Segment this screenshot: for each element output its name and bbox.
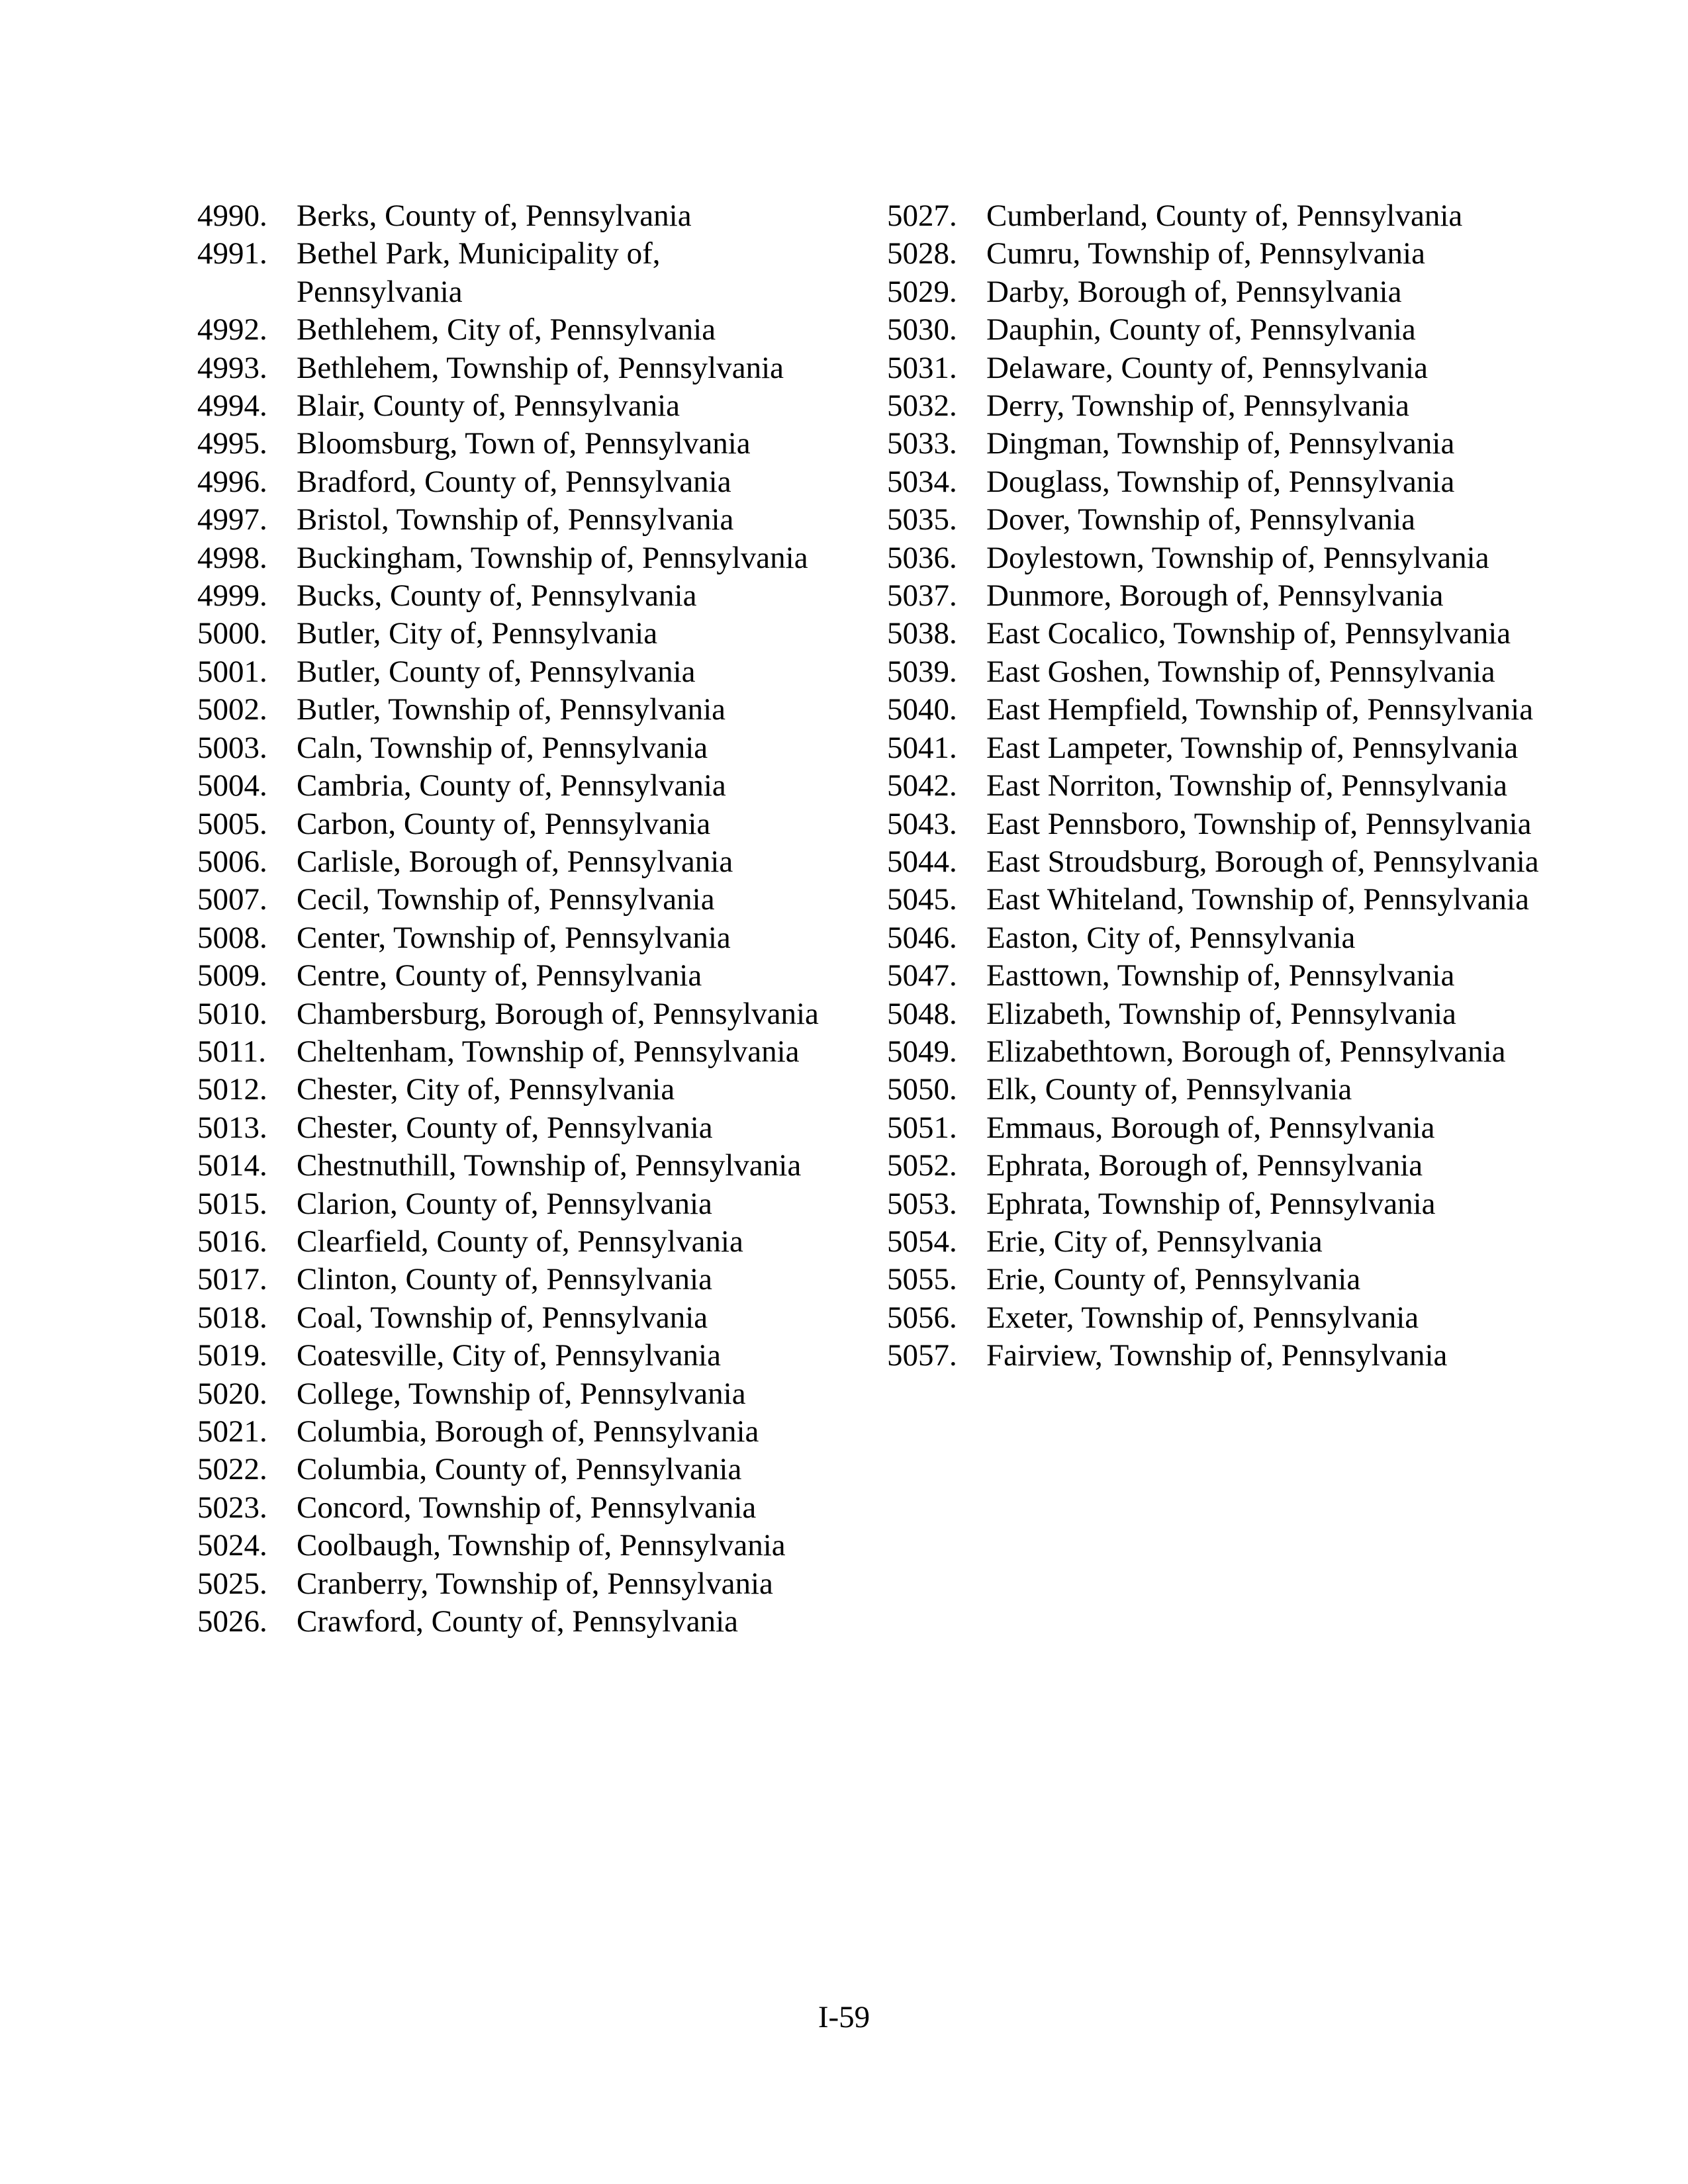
entry-name: Crawford, County of, Pennsylvania (297, 1604, 739, 1639)
entry-number: 5015. (197, 1186, 267, 1221)
entry-number: 4995. (197, 426, 267, 461)
entry-number: 5009. (197, 958, 267, 993)
list-item (197, 1033, 833, 1071)
list-item (197, 1489, 833, 1527)
entry-number: 4996. (197, 464, 267, 499)
entry-number: 5046. (887, 920, 957, 955)
entry-name: Derry, Township of, Pennsylvania (986, 388, 1409, 424)
list-item (197, 539, 833, 577)
list-item (887, 615, 1542, 653)
entry-name: Elk, County of, Pennsylvania (986, 1072, 1352, 1107)
entry-name: Chester, City of, Pennsylvania (297, 1072, 675, 1107)
entry-name: Erie, City of, Pennsylvania (986, 1224, 1323, 1259)
entry-number: 4998. (197, 540, 267, 575)
entry-name: Bloomsburg, Town of, Pennsylvania (297, 426, 751, 461)
entry-number: 5051. (887, 1110, 957, 1145)
entry-number: 5011. (197, 1034, 267, 1069)
entry-number: 4990. (197, 199, 267, 233)
entry-number: 5040. (887, 692, 957, 727)
entry-name: Concord, Township of, Pennsylvania (297, 1490, 757, 1525)
entry-number: 4993. (197, 350, 267, 385)
entry-number: 5054. (887, 1224, 957, 1259)
list-item (197, 387, 833, 425)
entry-name: East Norriton, Township of, Pennsylvania (986, 768, 1507, 803)
list-item (887, 197, 1542, 235)
list-item (887, 1033, 1542, 1071)
entry-name: Chestnuthill, Township of, Pennsylvania (297, 1148, 802, 1183)
entry-name: Easton, City of, Pennsylvania (986, 920, 1356, 955)
list-item (887, 539, 1542, 577)
entry-number: 5047. (887, 958, 957, 993)
entry-name: College, Township of, Pennsylvania (297, 1376, 746, 1411)
entry-number: 5019. (197, 1338, 267, 1373)
entry-name: Buckingham, Township of, Pennsylvania (297, 540, 808, 575)
entry-name: East Pennsboro, Township of, Pennsylvania (986, 806, 1532, 841)
entry-name: Bethlehem, Township of, Pennsylvania (297, 350, 784, 385)
entry-name: Caln, Township of, Pennsylvania (297, 730, 708, 765)
entry-name: Bucks, County of, Pennsylvania (297, 578, 697, 614)
entry-number: 5026. (197, 1604, 267, 1639)
entry-name: Butler, City of, Pennsylvania (297, 616, 658, 651)
list-item (887, 349, 1542, 387)
list-item (887, 1147, 1542, 1185)
entry-number: 5039. (887, 654, 957, 689)
entry-number: 5020. (197, 1376, 267, 1411)
entry-number: 5032. (887, 388, 957, 424)
entry-number: 5021. (197, 1414, 267, 1449)
list-item (197, 691, 833, 729)
list-item (197, 1185, 833, 1223)
list-item (197, 881, 833, 919)
list-item (887, 653, 1542, 691)
entry-name: East Lampeter, Township of, Pennsylvania (986, 730, 1519, 765)
entry-number: 5029. (887, 274, 957, 309)
list-item (887, 1261, 1542, 1298)
entry-name: Elizabethtown, Borough of, Pennsylvania (986, 1034, 1506, 1069)
list-item (887, 311, 1542, 349)
list-item (197, 805, 833, 843)
entry-number: 5045. (887, 882, 957, 917)
entry-name: Coal, Township of, Pennsylvania (297, 1300, 708, 1335)
entry-number: 5003. (197, 730, 267, 765)
entry-number: 5034. (887, 464, 957, 499)
list-item (197, 1527, 833, 1565)
list-item (197, 311, 833, 349)
entry-name: East Whiteland, Township of, Pennsylvania (986, 882, 1529, 917)
entry-number: 5042. (887, 768, 957, 803)
list-item (887, 919, 1542, 957)
entry-number: 4991. (197, 236, 267, 271)
entry-name: Cranberry, Township of, Pennsylvania (297, 1566, 773, 1601)
entry-number: 5025. (197, 1566, 267, 1601)
list-item (197, 995, 833, 1033)
entry-name: Fairview, Township of, Pennsylvania (986, 1338, 1448, 1373)
entry-number: 5030. (887, 312, 957, 347)
entry-number: 5005. (197, 806, 267, 841)
entry-number: 5000. (197, 616, 267, 651)
list-item (887, 1109, 1542, 1147)
list-item (887, 881, 1542, 919)
entry-name: Carlisle, Borough of, Pennsylvania (297, 844, 733, 879)
right-column (887, 197, 1542, 1375)
entry-name: Center, Township of, Pennsylvania (297, 920, 731, 955)
entry-number: 5023. (197, 1490, 267, 1525)
entry-number: 5008. (197, 920, 267, 955)
entry-number: 4997. (197, 502, 267, 537)
entry-name: Berks, County of, Pennsylvania (297, 199, 692, 233)
list-item (887, 1071, 1542, 1109)
entry-number: 5016. (197, 1224, 267, 1259)
list-item (197, 1413, 833, 1451)
entry-name: Darby, Borough of, Pennsylvania (986, 274, 1402, 309)
list-item (197, 1299, 833, 1337)
entry-name: Coatesville, City of, Pennsylvania (297, 1338, 721, 1373)
entry-number: 5044. (887, 844, 957, 879)
entry-number: 5050. (887, 1072, 957, 1107)
entry-name: Carbon, County of, Pennsylvania (297, 806, 711, 841)
entry-name: Dunmore, Borough of, Pennsylvania (986, 578, 1444, 614)
list-item (197, 197, 833, 235)
list-item (887, 957, 1542, 995)
entry-number: 5012. (197, 1072, 267, 1107)
entry-name: Exeter, Township of, Pennsylvania (986, 1300, 1419, 1335)
list-item (887, 577, 1542, 615)
entry-number: 5053. (887, 1186, 957, 1221)
entry-name: Dover, Township of, Pennsylvania (986, 502, 1415, 537)
list-item (197, 1261, 833, 1298)
entry-name: Cambria, County of, Pennsylvania (297, 768, 726, 803)
entry-number: 5048. (887, 996, 957, 1031)
entry-number: 5028. (887, 236, 957, 271)
list-item (887, 805, 1542, 843)
entry-number: 5007. (197, 882, 267, 917)
list-item (887, 235, 1542, 273)
entry-number: 4999. (197, 578, 267, 614)
entry-name: Butler, County of, Pennsylvania (297, 654, 696, 689)
entry-name: East Cocalico, Township of, Pennsylvania (986, 616, 1511, 651)
list-item (197, 1109, 833, 1147)
entry-name: East Hempfield, Township of, Pennsylvania (986, 692, 1534, 727)
list-item (197, 349, 833, 387)
entry-number: 4994. (197, 388, 267, 424)
list-item (887, 463, 1542, 501)
list-item (197, 1337, 833, 1375)
entry-name: Chambersburg, Borough of, Pennsylvania (297, 996, 819, 1031)
list-item (197, 501, 833, 539)
entry-name: Bristol, Township of, Pennsylvania (297, 502, 734, 537)
list-item (887, 1299, 1542, 1337)
entry-number: 5018. (197, 1300, 267, 1335)
entry-name: Butler, Township of, Pennsylvania (297, 692, 726, 727)
list-item (197, 729, 833, 767)
list-item (887, 1223, 1542, 1261)
entry-name: Cumberland, County of, Pennsylvania (986, 199, 1463, 233)
entry-number: 5056. (887, 1300, 957, 1335)
entry-name: Clearfield, County of, Pennsylvania (297, 1224, 743, 1259)
list-item (197, 1375, 833, 1413)
entry-number: 5010. (197, 996, 267, 1031)
list-item (197, 843, 833, 881)
entry-name: Clinton, County of, Pennsylvania (297, 1262, 712, 1297)
entry-name: Easttown, Township of, Pennsylvania (986, 958, 1455, 993)
page-number: I-59 (818, 2000, 870, 2034)
entry-number: 4992. (197, 312, 267, 347)
list-item (887, 843, 1542, 881)
entry-name: Columbia, Borough of, Pennsylvania (297, 1414, 759, 1449)
entry-number: 5031. (887, 350, 957, 385)
list-item (197, 1603, 833, 1641)
entry-number: 5033. (887, 426, 957, 461)
entry-name: Centre, County of, Pennsylvania (297, 958, 702, 993)
list-item (197, 1451, 833, 1488)
entry-number: 5024. (197, 1528, 267, 1563)
entry-number: 5006. (197, 844, 267, 879)
entry-number: 5035. (887, 502, 957, 537)
entry-name: East Stroudsburg, Borough of, Pennsylvania (986, 844, 1539, 879)
entry-name: Ephrata, Borough of, Pennsylvania (986, 1148, 1423, 1183)
entry-number: 5036. (887, 540, 957, 575)
entry-number: 5057. (887, 1338, 957, 1373)
list-item (197, 653, 833, 691)
entry-number: 5017. (197, 1262, 267, 1297)
entry-name: Cumru, Township of, Pennsylvania (986, 236, 1425, 271)
entry-name: Erie, County of, Pennsylvania (986, 1262, 1361, 1297)
entry-name: Clarion, County of, Pennsylvania (297, 1186, 712, 1221)
entry-name: Chester, County of, Pennsylvania (297, 1110, 713, 1145)
list-item (887, 729, 1542, 767)
entry-number: 5014. (197, 1148, 267, 1183)
list-item (887, 273, 1542, 311)
entry-name: Douglass, Township of, Pennsylvania (986, 464, 1455, 499)
entry-number: 5055. (887, 1262, 957, 1297)
entry-name: Bethlehem, City of, Pennsylvania (297, 312, 716, 347)
entry-name: Cecil, Township of, Pennsylvania (297, 882, 715, 917)
entry-name: Columbia, County of, Pennsylvania (297, 1452, 742, 1487)
entry-number: 5013. (197, 1110, 267, 1145)
list-item (887, 1185, 1542, 1223)
list-item (197, 1071, 833, 1109)
list-item (197, 919, 833, 957)
entry-number: 5002. (197, 692, 267, 727)
entry-name: Ephrata, Township of, Pennsylvania (986, 1186, 1436, 1221)
entry-name: Dauphin, County of, Pennsylvania (986, 312, 1416, 347)
entry-name: Bethel Park, Municipality of, Pennsylvania (297, 236, 661, 309)
entry-name: Emmaus, Borough of, Pennsylvania (986, 1110, 1435, 1145)
entry-number: 5004. (197, 768, 267, 803)
entry-name: Cheltenham, Township of, Pennsylvania (297, 1034, 800, 1069)
list-item (197, 767, 833, 805)
list-item (887, 995, 1542, 1033)
list-item (197, 1223, 833, 1261)
list-item (197, 425, 833, 463)
entry-number: 5038. (887, 616, 957, 651)
list-item (887, 501, 1542, 539)
entry-number: 5043. (887, 806, 957, 841)
entry-name: Delaware, County of, Pennsylvania (986, 350, 1428, 385)
list-item (197, 615, 833, 653)
entry-name: Elizabeth, Township of, Pennsylvania (986, 996, 1456, 1031)
list-item (197, 1565, 833, 1603)
entry-number: 5052. (887, 1148, 957, 1183)
list-item (197, 577, 833, 615)
entry-name: Bradford, County of, Pennsylvania (297, 464, 731, 499)
list-item (887, 767, 1542, 805)
entry-number: 5022. (197, 1452, 267, 1487)
entry-name: Coolbaugh, Township of, Pennsylvania (297, 1528, 786, 1563)
entry-name: Doylestown, Township of, Pennsylvania (986, 540, 1489, 575)
entry-name: East Goshen, Township of, Pennsylvania (986, 654, 1495, 689)
entry-number: 5037. (887, 578, 957, 614)
entry-name: Blair, County of, Pennsylvania (297, 388, 680, 424)
list-item (887, 425, 1542, 463)
list-item (887, 1337, 1542, 1375)
list-item (197, 235, 833, 311)
list-item (197, 1147, 833, 1185)
list-item (197, 463, 833, 501)
list-item (887, 387, 1542, 425)
list-item (197, 957, 833, 995)
left-column (197, 197, 833, 1641)
entry-number: 5027. (887, 199, 957, 233)
list-item (887, 691, 1542, 729)
entry-number: 5001. (197, 654, 267, 689)
entry-number: 5041. (887, 730, 957, 765)
entry-number: 5049. (887, 1034, 957, 1069)
entry-name: Dingman, Township of, Pennsylvania (986, 426, 1455, 461)
